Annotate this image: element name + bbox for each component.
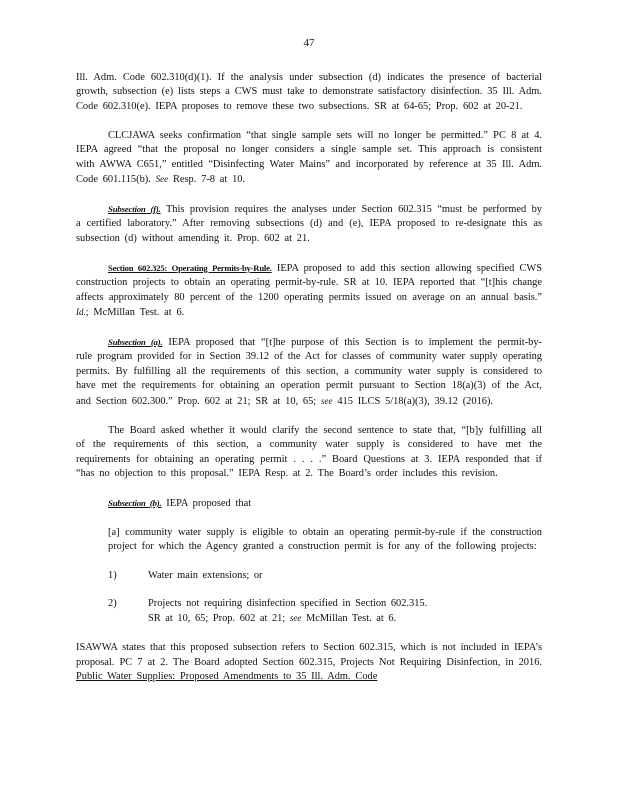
block-quote: [a] community water supply is eligible to obtain an operating permit-by-rule if the construction project for which the Agency granted a construction permit is for any of the following projects: xyxy=(108,526,542,553)
paragraph-7-text: IEPA proposed that xyxy=(166,497,252,509)
paragraph-5-tail: 415 ILCS 5/18(a)(3), 39.12 (2016). xyxy=(337,395,494,407)
list-item xyxy=(108,597,542,627)
paragraph-2-tail: Resp. 7-8 at 10. xyxy=(172,174,246,186)
paragraph-4 xyxy=(76,261,542,321)
paragraph-2 xyxy=(76,129,542,188)
paragraph-7 xyxy=(76,496,542,511)
list-item-body xyxy=(148,597,542,627)
list-item-number: 1) xyxy=(108,570,117,582)
paragraph-4-text: IEPA proposed to add this section allowing specified CWS construction projects to obtain an operating permit-by-rule. SR at 10. IEPA reported that “[t]his change affects approximately 80 percent of the 1200 operating permits issued on average on an annual basis.” xyxy=(76,262,542,303)
document-body xyxy=(76,71,542,684)
page-number: 47 xyxy=(303,37,315,49)
list-item-citation: SR at 10, 65; Prop. 602 at 21; xyxy=(148,613,286,625)
subsection-f-heading: Subsection (f). xyxy=(108,204,161,215)
list-item-tail: McMillan Test. at 6. xyxy=(305,613,397,625)
section-602-325-heading: Section 602.325: Operating Permits-by-Rule. xyxy=(108,262,272,273)
paragraph-1: Ill. Adm. Code 602.310(d)(1). If the analysis under subsection (d) indicates the presence of bacterial growth, subsection (e) lists steps a CWS must take to demonstrate satisfactory disinfection. 35 Ill. Adm. Code 602.310(e). IEPA proposes to remove these two subsections. SR at 64-65; Prop. 602 at 20-21. xyxy=(76,72,542,112)
paragraph-6: The Board asked whether it would clarify the second sentence to state that, “[b]y fulfilling all of the requirements of this section, a community water supply is considered to have met the requirements for obtaining an operating permit . . . .” Board Questions at 3. IEPA responded that if “has no objection to this proposal.” IEPA Resp. at 2. The Board’s order includes this revision. xyxy=(76,424,542,479)
subsection-a-heading: Subsection (a). xyxy=(108,337,163,348)
paragraph-5-text: IEPA proposed that “[t]he purpose of this Section is to implement the permit-by-rule program provided for in Section 39.12 of the Act for classes of community water supply operating permits. By fulfilling all the requirements of this section, a community water supply is considered to have met the requirements for obtaining an operation permit pursuant to Section 18(a)(3) of the Act, and Section 602.300.” Prop. 602 at 21; SR at 10, 65; xyxy=(76,337,542,407)
list-item-number: 2) xyxy=(108,597,117,609)
paragraph-5-cite: see xyxy=(321,395,333,406)
paragraph-4-tail: ; McMillan Test. at 6. xyxy=(85,307,185,319)
paragraph-3 xyxy=(76,202,542,246)
paragraph-2-text: CLCJAWA seeks confirmation “that single sample sets will no longer be permitted.” PC 8 at 4. IEPA agreed “that the proposal no longer considers a single sample set. This approach is consistent with AWWA C651,” entitled “Disinfecting Water Mains” and incorporated by reference at 35 Ill. Adm. Code 601.115(b). xyxy=(76,129,542,186)
paragraph-4-cite: Id. xyxy=(76,307,86,318)
list-item-text: Water main extensions; or xyxy=(148,570,263,582)
paragraph-2-cite: See xyxy=(155,174,169,185)
paragraph-5 xyxy=(76,335,542,409)
list-item-cite: see xyxy=(289,613,302,624)
paragraph-8 xyxy=(76,641,542,684)
subsection-b-heading: Subsection (b). xyxy=(108,497,162,508)
paragraph-8-underlined-title: Public Water Supplies: Proposed Amendments to 35 Ill. Adm. Code xyxy=(76,670,378,682)
paragraph-3-text: This provision requires the analyses under Section 602.315 “must be performed by a certified laboratory.” After removing subsections (d) and (e), IEPA proposed to re-designate this as subsection (d) without amending it. Prop. 602 at 21. xyxy=(76,204,542,244)
list-item xyxy=(108,569,542,583)
paragraph-8-text: ISAWWA states that this proposed subsection refers to Section 602.315, which is not included in IEPA’s proposal. PC 7 at 2. The Board adopted Section 602.315, Projects Not Requiring Disinfection, in 2016. xyxy=(76,642,542,668)
list-item-text: Projects not requiring disinfection specified in Section 602.315. xyxy=(148,597,428,609)
